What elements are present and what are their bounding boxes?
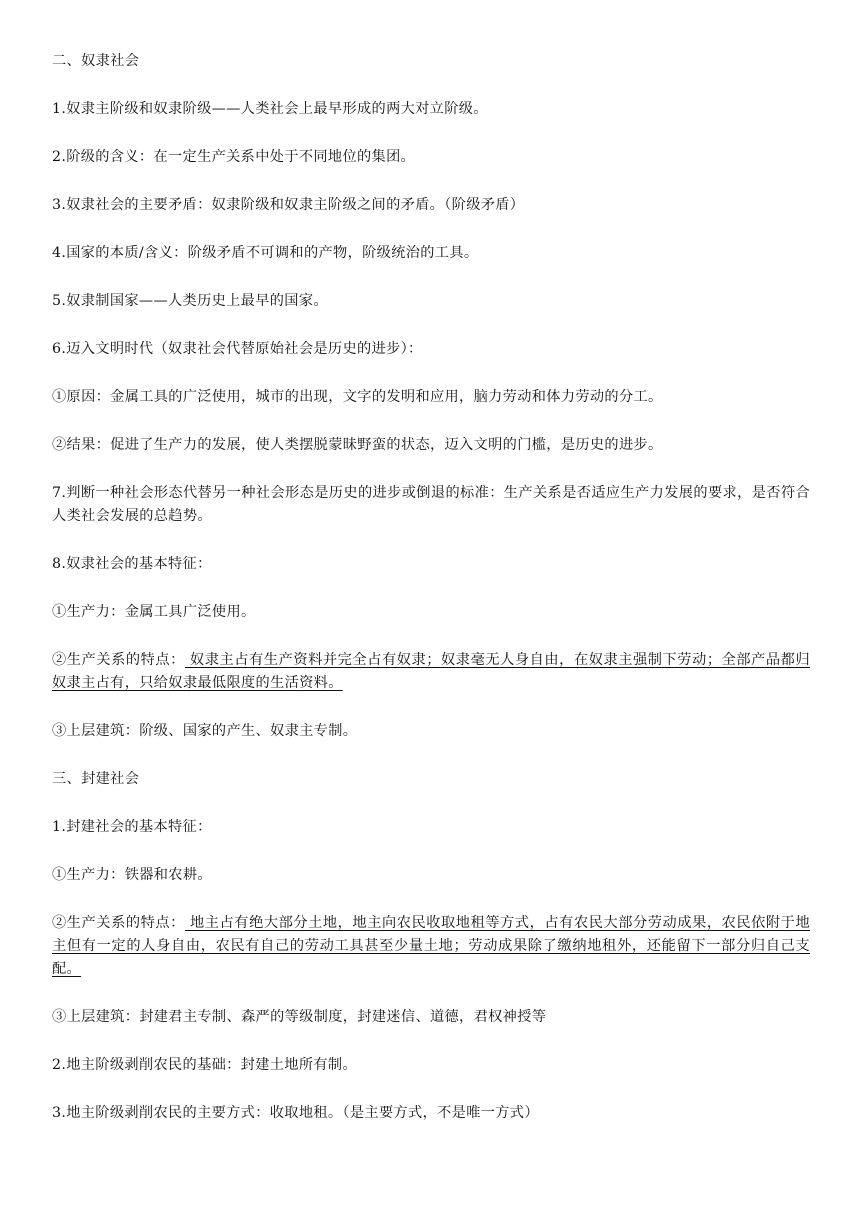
paragraph-label: ②生产关系的特点： [52,915,185,931]
paragraph: 3.地主阶级剥削农民的主要方式：收取地租。（是主要方式，不是唯一方式） [52,1105,539,1121]
paragraph: 5.奴隶制国家——人类历史上最早的国家。 [52,293,328,309]
paragraph: ②结果：促进了生产力的发展，使人类摆脱蒙昧野蛮的状态，迈入文明的门槛，是历史的进步。 [52,437,663,453]
paragraph: 2.阶级的含义：在一定生产关系中处于不同地位的集团。 [52,149,416,165]
document-page [52,50,810,1150]
section-heading-feudal-society: 三、封建社会 [52,771,140,787]
paragraph-label: ②生产关系的特点： [52,652,185,668]
paragraph: 1.奴隶主阶级和奴隶阶级——人类社会上最早形成的两大对立阶级。 [52,101,488,117]
paragraph: 3.奴隶社会的主要矛盾：奴隶阶级和奴隶主阶级之间的矛盾。（阶级矛盾） [52,197,525,213]
paragraph: ①原因：金属工具的广泛使用，城市的出现，文字的发明和应用，脑力劳动和体力劳动的分工。 [52,389,663,405]
underlined-text: 奴隶主占有生产资料并完全占有奴隶；奴隶毫无人身自由，在奴隶主强制下劳动；全部产品都归奴隶主占有，只给奴隶最低限度的生活资料。 [52,652,810,691]
paragraph: ①生产力：金属工具广泛使用。 [52,604,256,620]
paragraph: 6.迈入文明时代（奴隶社会代替原始社会是历史的进步）： [52,341,423,357]
paragraph: 1.封建社会的基本特征： [52,819,212,835]
paragraph: 8.奴隶社会的基本特征： [52,556,212,572]
underlined-text: 地主占有绝大部分土地，地主向农民收取地租等方式，占有农民大部分劳动成果，农民依附于地主但有一定的人身自由，农民有自己的劳动工具甚至少量土地；劳动成果除了缴纳地租外，还能留下一部分归自己支配。 [52,915,810,977]
paragraph: ③上层建筑：阶级、国家的产生、奴隶主专制。 [52,723,358,739]
paragraph: ③上层建筑：封建君主专制、森严的等级制度，封建迷信、道德，君权神授等 [52,1009,547,1025]
section-heading-slave-society: 二、奴隶社会 [52,53,140,69]
paragraph: 2.地主阶级剥削农民的基础：封建土地所有制。 [52,1057,357,1073]
paragraph-underlined [52,912,810,981]
paragraph: 4.国家的本质/含义：阶级矛盾不可调和的产物，阶级统治的工具。 [52,245,479,261]
paragraph: ①生产力：铁器和农耕。 [52,867,212,883]
paragraph-underlined [52,649,810,695]
paragraph: 7.判断一种社会形态代替另一种社会形态是历史的进步或倒退的标准：生产关系是否适应生产力发展的要求，是否符合人类社会发展的总趋势。 [52,485,810,524]
